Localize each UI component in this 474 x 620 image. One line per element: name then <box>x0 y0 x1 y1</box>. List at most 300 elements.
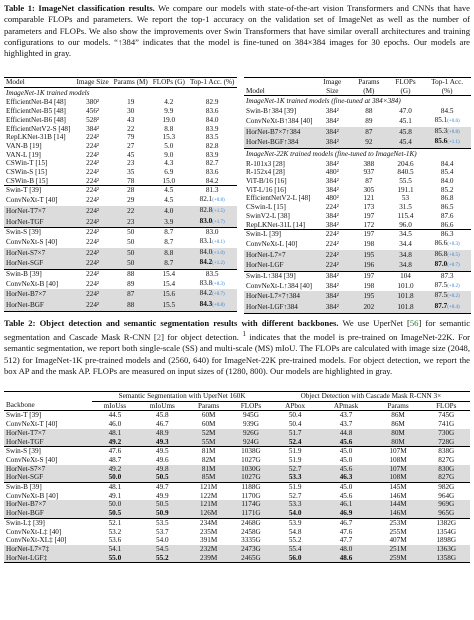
flops-cell: 4.3 <box>164 159 174 168</box>
size-cell: 224² <box>74 270 111 279</box>
acc-delta: (+0.1) <box>212 239 225 245</box>
acc-cell <box>187 177 237 186</box>
acc-delta: (+1.2) <box>212 261 225 267</box>
value-cell: 46.9 <box>318 509 373 518</box>
table-row <box>4 554 470 563</box>
header-cell: FLOPs <box>423 401 471 411</box>
flops-cell: 204.6 <box>397 159 414 168</box>
acc-delta: (+0.4) <box>447 305 460 311</box>
model-cell: HorNet-T7×7 <box>4 206 74 217</box>
value-cell: 145M <box>374 483 423 492</box>
flops-cell: 34.4 <box>399 239 412 248</box>
value-cell: 81M <box>187 465 230 474</box>
table-row <box>244 250 471 261</box>
size-cell: 384² <box>325 211 339 220</box>
value-cell: 48.7 <box>108 455 122 464</box>
size-cell: 384² <box>325 107 339 116</box>
size-cell: 528² <box>86 115 100 124</box>
value-cell: 51.9 <box>288 455 302 464</box>
value-cell: 830G <box>423 465 471 474</box>
table-row <box>4 217 237 228</box>
size-cell: 224² <box>74 217 111 228</box>
table-row <box>244 230 471 239</box>
value-cell: 1030G <box>230 465 272 474</box>
flops-cell: 191.1 <box>397 185 414 194</box>
acc-cell <box>423 137 471 148</box>
model-cell: EfficientNet-B5 [48] <box>6 107 66 116</box>
value-cell: 45.0 <box>318 483 373 492</box>
value-cell: 44.8 <box>318 429 373 438</box>
model-cell: HorNet-LGF <box>244 260 314 271</box>
flops-cell: 34.5 <box>388 230 424 239</box>
params-cell: 78 <box>127 176 135 185</box>
value-cell: 122M <box>200 491 218 500</box>
value-cell: 53.7 <box>155 527 169 536</box>
value-cell: 1170G <box>241 491 261 500</box>
flops-cell: 8.7 <box>150 228 187 237</box>
acc-value: 83.5 <box>205 133 219 142</box>
value-cell: 55.0 <box>92 554 137 563</box>
acc-value: 86.6 <box>440 220 454 229</box>
table-row <box>4 116 237 125</box>
acc-cell <box>423 212 471 221</box>
value-cell: 251M <box>374 545 423 554</box>
params-cell: 202 <box>350 302 388 313</box>
acc-cell <box>423 177 471 186</box>
model-cell: RepLKNet-31L [14] <box>246 220 306 229</box>
params-cell: 197 <box>363 211 375 220</box>
model-cell: Swin-B↑384 [39] <box>246 107 297 116</box>
size-cell: 384² <box>325 281 339 290</box>
params-cell: 22 <box>127 124 135 133</box>
value-cell: 126M <box>187 509 230 518</box>
value-cell: 945G <box>242 411 259 420</box>
value-cell: 45.6 <box>318 438 373 447</box>
size-cell: 384² <box>325 116 339 125</box>
table-row <box>244 168 471 177</box>
value-cell: 52.4 <box>272 438 319 447</box>
acc-cell <box>187 300 237 311</box>
acc-delta: (+0.2) <box>447 294 460 300</box>
value-cell: 53.2 <box>108 527 122 536</box>
table-row <box>4 528 470 537</box>
value-cell: 407M <box>389 536 407 545</box>
table-row <box>244 239 471 250</box>
value-cell: 107M <box>374 465 423 474</box>
size-cell: 384² <box>86 124 100 133</box>
table1-right <box>244 77 471 314</box>
flops-cell: 8.8 <box>150 248 187 259</box>
acc-value: 83.9 <box>205 124 219 133</box>
value-cell: 51.9 <box>272 483 319 492</box>
flops-cell: 8.7 <box>164 237 174 246</box>
value-cell: 741G <box>438 420 455 429</box>
value-cell: 745G <box>438 411 455 420</box>
value-cell: 1174G <box>230 500 272 509</box>
table-row <box>4 206 237 217</box>
acc-cell <box>423 127 471 138</box>
acc-delta: (+0.2) <box>447 283 460 289</box>
acc-value: 84.0 <box>199 247 213 256</box>
acc-value: 82.8 <box>199 205 213 214</box>
value-cell: 44.5 <box>108 411 122 420</box>
model-cell: HorNet-S7×7 <box>4 248 74 259</box>
value-cell: 55.2 <box>288 536 302 545</box>
acc-cell <box>423 107 471 116</box>
header-acc: Top-1 Acc. (%) <box>187 78 237 88</box>
params-cell: 88 <box>111 300 150 311</box>
value-cell: 48.6 <box>318 554 373 563</box>
size-cell: 224² <box>86 133 100 142</box>
size-cell: 224² <box>86 279 100 288</box>
acc-delta: (+0.3) <box>212 281 225 287</box>
backbone-cell: Swin-T [39] <box>6 411 42 420</box>
value-cell: 1038G <box>230 447 272 456</box>
flops-cell: 101.8 <box>388 302 424 313</box>
table-row <box>244 177 471 186</box>
header-cell: mIoUss <box>92 401 137 411</box>
flops-cell: 9.9 <box>164 107 174 116</box>
acc-value: 83.1 <box>199 236 213 245</box>
acc-value: 82.8 <box>205 141 219 150</box>
value-cell: 47.6 <box>92 447 137 456</box>
value-cell: 146M <box>389 491 407 500</box>
model-cell: ConvNeXt-L↑384 [40] <box>246 281 313 290</box>
flops-cell: 19.0 <box>162 115 176 124</box>
acc-value: 81.3 <box>205 186 219 195</box>
model-cell: ConvNeXt-T [40] <box>6 196 58 205</box>
value-cell: 838G <box>423 447 471 456</box>
params-cell: 23 <box>111 217 150 228</box>
size-cell: 456² <box>86 107 100 116</box>
table1-caption: Table 1: ImageNet classification results. We compare our models with state-of-the-art vision Transformers and CNNs that have comparable FLOPs and parameters. We report the top-1 accuracy on the validation set of ImageNet as well as the number of parameters and FLOPs. We also show the improvements over Swin Transformers that have similar overall architectures and training configurations to our models. “↑384” indicates that the model is fine-tuned on 384×384 images for 30 epochs. Our models are highlighted in gray. <box>4 3 470 59</box>
params-cell: 88 <box>365 107 373 116</box>
value-cell: 259M <box>374 554 423 563</box>
acc-value: 87.3 <box>440 272 454 281</box>
value-cell: 50.5 <box>137 500 187 509</box>
value-cell: 46.7 <box>155 420 169 429</box>
value-cell: 827G <box>438 455 455 464</box>
params-cell: 87 <box>111 289 150 300</box>
params-cell: 50 <box>127 237 135 246</box>
acc-cell <box>423 260 471 271</box>
model-cell: HorNet-L7×7↑384 <box>244 291 314 302</box>
flops-cell: 8.7 <box>150 258 187 269</box>
header-cell: Params <box>187 401 230 411</box>
model-cell: ConvNeXt-B [40] <box>6 279 59 288</box>
value-cell: 107M <box>374 447 423 456</box>
flops-cell: 4.0 <box>150 206 187 217</box>
params-cell: 88 <box>111 270 150 279</box>
size-cell: 384² <box>325 185 339 194</box>
model-cell: HorNet-L7×7 <box>244 250 314 261</box>
flops-cell: 101.0 <box>397 281 414 290</box>
section-title: ImageNet-1K trained models <box>6 88 90 97</box>
table1-left <box>4 77 237 312</box>
table-row <box>4 536 470 545</box>
value-cell: 146M <box>374 509 423 518</box>
model-cell: EfficientNet-B4 [48] <box>6 98 66 107</box>
params-cell: 19 <box>127 98 135 107</box>
table2 <box>4 391 470 563</box>
model-cell: ViT-B/16 [16] <box>246 177 287 186</box>
flops-cell: 53 <box>401 194 410 203</box>
model-cell: EfficientNet-B6 [48] <box>6 115 66 124</box>
acc-cell <box>187 237 237 248</box>
header-size: Image Size <box>74 78 111 88</box>
size-cell: 224² <box>314 260 350 271</box>
size-cell: 224² <box>325 239 339 248</box>
params-cell: 305 <box>363 185 375 194</box>
flops-cell: 34.8 <box>388 260 424 271</box>
value-cell: 54.8 <box>288 527 302 536</box>
acc-value: 84.0 <box>205 115 219 124</box>
header-cell: APbox <box>272 401 319 411</box>
model-cell: CSWin-T [15] <box>6 159 48 168</box>
backbone-cell: HorNet-B7×7 <box>4 500 92 509</box>
value-cell: 3335G <box>241 536 261 545</box>
value-cell: 86M <box>391 411 405 420</box>
params-cell: 198 <box>363 239 375 248</box>
size-cell: 224² <box>314 250 350 261</box>
value-cell: 52.7 <box>272 465 319 474</box>
flops-cell: 115.4 <box>397 211 414 220</box>
acc-delta: (+0.6) <box>447 118 460 124</box>
model-cell: HorNet-BGF↑384 <box>244 137 314 148</box>
value-cell: 53.3 <box>272 500 319 509</box>
acc-value: 87.6 <box>440 211 454 220</box>
acc-cell <box>187 195 237 206</box>
table-row <box>4 300 237 311</box>
table-row <box>4 168 237 177</box>
value-cell: 82M <box>201 455 216 464</box>
acc-value: 84.2 <box>199 289 213 298</box>
table-row <box>244 260 471 271</box>
value-cell: 1354G <box>436 527 457 536</box>
flops-cell: 15.6 <box>150 289 187 300</box>
table-row <box>4 492 470 501</box>
acc-cell <box>423 291 471 302</box>
value-cell: 53.5 <box>137 518 187 527</box>
acc-cell <box>187 107 237 116</box>
table-row <box>4 151 237 160</box>
size-cell: 384² <box>325 220 339 229</box>
value-cell: 121M <box>187 483 230 492</box>
flops-cell: 104 <box>388 272 424 281</box>
acc-value: 83.5 <box>205 270 219 279</box>
value-cell: 85M <box>187 473 230 482</box>
value-cell: 926G <box>230 429 272 438</box>
value-cell: 53.9 <box>272 518 319 527</box>
acc-cell <box>187 98 237 107</box>
segmentation-group-header: Semantic Segmentation with UperNet 160K <box>92 392 271 402</box>
value-cell: 46.3 <box>318 473 373 482</box>
value-cell: 53.3 <box>272 473 319 482</box>
table-row <box>4 289 237 300</box>
params-cell: 87 <box>365 177 373 186</box>
params-cell: 22 <box>111 206 150 217</box>
acc-cell <box>187 151 237 160</box>
params-cell: 43 <box>127 115 135 124</box>
value-cell: 964G <box>438 491 455 500</box>
backbone-cell: Swin-B [39] <box>4 483 92 492</box>
size-cell: 384² <box>314 137 350 148</box>
params-cell: 50 <box>111 258 150 269</box>
acc-value: 87.5 <box>434 291 448 300</box>
model-cell: CSwin-L [15] <box>246 203 286 212</box>
value-cell: 2465G <box>230 554 272 563</box>
value-cell: 2458G <box>241 527 261 536</box>
params-cell: 388 <box>363 159 375 168</box>
table-row <box>4 447 470 456</box>
value-cell: 391M <box>200 536 218 545</box>
size-cell: 480² <box>325 168 339 177</box>
params-cell: 50 <box>111 248 150 259</box>
header-flops: FLOPs (G) <box>388 78 424 96</box>
params-cell: 195 <box>350 291 388 302</box>
acc-value: 85.6 <box>434 137 448 146</box>
backbone-cell: HorNet-BGF <box>4 509 92 518</box>
table-row <box>244 302 471 313</box>
backbone-cell: ConvNeXt-XL‡ [40] <box>6 536 67 545</box>
value-cell: 1358G <box>423 554 471 563</box>
table-row <box>4 248 237 259</box>
params-cell: 89 <box>127 279 135 288</box>
backbone-cell: HorNet-TGF <box>4 438 92 447</box>
acc-cell <box>187 217 237 228</box>
acc-cell <box>423 250 471 261</box>
value-cell: 54.5 <box>137 545 187 554</box>
acc-cell <box>423 239 471 250</box>
acc-value: 86.8 <box>440 194 454 203</box>
params-cell: 197 <box>350 272 388 281</box>
model-cell: HorNet-B7×7 <box>4 289 74 300</box>
table-row <box>4 465 470 474</box>
params-cell: 197 <box>350 230 388 239</box>
acc-value: 85.4 <box>440 168 454 177</box>
acc-value: 83.0 <box>205 228 219 237</box>
size-cell: 224² <box>314 230 350 239</box>
value-cell: 144M <box>374 500 423 509</box>
model-cell: Swin-S [39] <box>4 228 74 237</box>
value-cell: 50.4 <box>288 420 302 429</box>
acc-delta: (+1.7) <box>212 219 225 225</box>
model-cell: Swin-T [39] <box>4 186 74 195</box>
value-cell: 49.2 <box>92 438 137 447</box>
size-cell: 384² <box>314 272 350 281</box>
acc-delta: (+1.0) <box>212 250 225 256</box>
model-cell: EfficientNetV2-S [48] <box>6 124 71 133</box>
value-cell: 965G <box>423 509 471 518</box>
size-cell: 384² <box>314 291 350 302</box>
flops-cell: 45.8 <box>388 127 424 138</box>
section-title: ImageNet-22K trained models (fine-tuned to ImageNet-1K) <box>244 148 471 159</box>
acc-value: 83.6 <box>205 168 219 177</box>
value-cell: 56.0 <box>272 554 319 563</box>
size-cell: 224² <box>86 196 100 205</box>
value-cell: 46.1 <box>318 500 373 509</box>
value-cell: 49.1 <box>108 491 122 500</box>
flops-cell: 34.8 <box>388 250 424 261</box>
model-cell: VAN-B [19] <box>6 141 42 150</box>
acc-cell <box>423 203 471 212</box>
value-cell: 1363G <box>423 545 471 554</box>
params-cell: 30 <box>127 107 135 116</box>
value-cell: 982G <box>423 483 471 492</box>
value-cell: 1188G <box>230 483 272 492</box>
acc-cell <box>423 281 471 292</box>
model-cell: HorNet-LGF↑384 <box>244 302 314 313</box>
acc-value: 87.5 <box>434 280 448 289</box>
table-row <box>244 186 471 195</box>
acc-delta: (+1.1) <box>447 140 460 146</box>
flops-cell: 45.4 <box>388 137 424 148</box>
table2-caption: Table 2: Object detection and semantic segmentation results with different backbones. We use UperNet [56] for semantic segmentation and Cascade Mask R-CNN [2] for object detection. $^1$ indicates that the model is pre-trained on ImageNet-22K. For semantic segmentation, we report both single-scale (SS) and multi-scale (MS) mIoU. The FLOPs are calculated with image size (2048, 512) for ImageNet-1K pre-trained models and (2560, 640) for ImageNet-22K pre-trained models. For object detection, we report the box AP and the mask AP. FLOPs are measured on input sizes of (1280, 800). Our models are highlighted in gray. <box>4 318 471 377</box>
section-title: ImageNet-1K trained models (fine-tuned at 384×384) <box>246 97 401 106</box>
model-cell: HorNet-B7×7↑384 <box>244 127 314 138</box>
section-title-row <box>4 87 237 98</box>
size-cell: 224² <box>74 186 111 195</box>
backbone-cell: ConvNeXt-L‡ [40] <box>6 527 62 536</box>
acc-delta: (+0.8) <box>447 129 460 135</box>
acc-cell <box>187 142 237 151</box>
acc-value: 84.2 <box>205 176 219 185</box>
model-cell: CSWin-B [15] <box>6 176 48 185</box>
value-cell: 235M <box>200 527 218 536</box>
value-cell: 1027G <box>230 473 272 482</box>
acc-cell <box>187 258 237 269</box>
value-cell: 86M <box>391 420 405 429</box>
acc-value: 86.6 <box>434 238 448 247</box>
size-cell: 224² <box>74 228 111 237</box>
flops-cell: 45.1 <box>399 116 412 125</box>
header-cell: FLOPs <box>230 401 272 411</box>
header-params: Params (M) <box>111 78 150 88</box>
params-cell: 196 <box>350 260 388 271</box>
backbone-cell: ConvNeXt-B [40] <box>6 491 59 500</box>
flops-cell: 47.0 <box>399 107 412 116</box>
acc-cell <box>187 125 237 134</box>
table-row <box>4 473 470 482</box>
table-row <box>4 483 470 492</box>
table-row <box>244 212 471 221</box>
value-cell: 1382G <box>423 518 471 527</box>
acc-value: 84.3 <box>199 300 213 309</box>
params-cell: 28 <box>111 186 150 195</box>
table-row <box>4 545 470 554</box>
value-cell: 45.6 <box>339 491 353 500</box>
value-cell: 46.0 <box>108 420 122 429</box>
table-row <box>4 237 237 248</box>
size-cell: 224² <box>74 300 111 311</box>
acc-cell <box>187 133 237 142</box>
table-row <box>244 137 471 148</box>
value-cell: 939G <box>242 420 259 429</box>
table-row <box>4 133 237 142</box>
acc-cell <box>423 302 471 313</box>
model-cell: R-152x4 [28] <box>246 168 285 177</box>
table-row <box>4 159 237 168</box>
flops-cell: 3.9 <box>150 217 187 228</box>
model-cell: SwinV2-L [38] <box>246 211 290 220</box>
model-cell: R-101x3 [28] <box>246 159 285 168</box>
acc-value: 84.2 <box>199 258 213 267</box>
value-cell: 49.5 <box>137 447 187 456</box>
acc-cell <box>187 186 237 195</box>
value-cell: 80M <box>374 438 423 447</box>
model-cell: Swin-B [39] <box>4 270 74 279</box>
model-cell: Swin-L↑384 [39] <box>244 272 314 281</box>
